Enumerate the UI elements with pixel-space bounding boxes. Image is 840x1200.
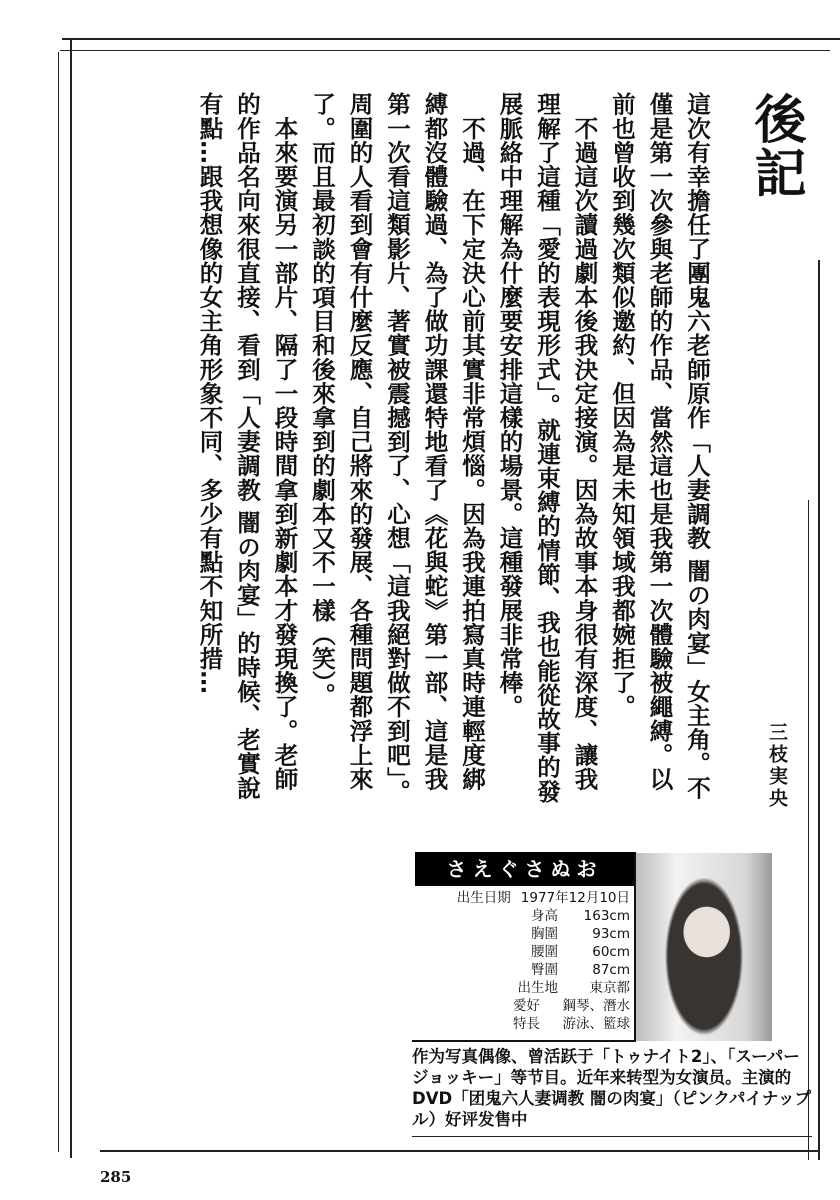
paragraph: 不過這次讀過劇本後我決定接演。因為故事本身很有深度、讓我理解了這種「愛的表現形式」。就連束縛的情節、我也能從故事的發展脈絡中理解為什麼要安排這樣的場景。這種發展非常棒。 [495, 92, 599, 804]
frame-left-line [70, 38, 72, 1158]
profile-photo [636, 853, 772, 1041]
stat-row [412, 889, 630, 907]
frame-top-line [62, 38, 840, 40]
frame-bottom-line-inner [412, 1136, 812, 1137]
page-title: 後記 [745, 92, 806, 200]
afterword-body [100, 92, 715, 812]
page-number: 285 [100, 1168, 132, 1186]
stat-label: 胸圍 [531, 926, 558, 942]
stat-row [412, 943, 630, 961]
stat-row [412, 997, 630, 1015]
profile-bio: 作为写真偶像、曾活跃于「トゥナイト2」、「スーパージョッキー」等节目。近年来转型为女演员。主演的DVD「团鬼六人妻调教 闇の肉宴」（ピンクパイナップル）好评发售中 [412, 1047, 812, 1129]
paragraph: 這次有幸擔任了團鬼六老師原作「人妻調教 闇の肉宴」女主角。不僅是第一次參與老師的作品、當然這也是我第一次體驗被繩縛。以前也曾收到幾次類似邀約、但因為是未知領域我都婉拒了。 [608, 92, 711, 800]
stat-value: 87cm [592, 962, 630, 978]
frame-left-line-inner [58, 52, 59, 1152]
paragraph: 本來要演另一部片、隔了一段時間拿到新劇本才發現換了。老師的作品名向來很直接、看到「人妻調教 闇の肉宴」的時候、老實說有點…跟我想像的女主角形象不同、多少有點不知所措… [195, 92, 299, 800]
stat-value: 鋼琴、潛水 [562, 998, 630, 1014]
stat-value: 游泳、籃球 [562, 1016, 630, 1032]
stat-value: 163cm [583, 908, 630, 924]
author-name: 三枝実央 [766, 722, 788, 810]
profile-stats [412, 889, 634, 1033]
stat-row [412, 907, 630, 925]
stat-label: 出生日期 [456, 890, 511, 906]
profile-name: さえぐさぬお [415, 852, 634, 886]
stat-value: 60cm [592, 944, 630, 960]
stat-row [412, 979, 630, 997]
stat-row [412, 961, 630, 979]
stat-label: 臀圍 [531, 962, 558, 978]
frame-right-line [818, 260, 820, 1160]
stat-value: 1977年12月10日 [520, 890, 630, 906]
profile-box [412, 852, 636, 1042]
frame-top-line-inner [60, 50, 830, 51]
frame-bottom-line [100, 1150, 820, 1152]
stat-label: 特長 [513, 1016, 540, 1032]
stat-row [412, 1015, 630, 1033]
stat-label: 愛好 [513, 998, 540, 1014]
stat-value: 東京都 [589, 980, 630, 996]
paragraph: 不過、在下定決心前其實非常煩惱。因為我連拍寫真時連輕度綁縛都沒體驗過、為了做功課還特地看了《花與蛇》第一部、這是我第一次看這類影片、著實被震撼到了、心想「這我絕對做不到吧」。周圍的人看到會有什麼反應、自己將來的發展、各種問題都浮上來了。而且最初談的項目和後來拿到的劇本又不一樣（笑）。 [308, 92, 486, 804]
stat-label: 身高 [531, 908, 558, 924]
stat-label: 腰圍 [531, 944, 558, 960]
stat-value: 93cm [592, 926, 630, 942]
stat-row [412, 925, 630, 943]
stat-label: 出生地 [517, 980, 558, 996]
